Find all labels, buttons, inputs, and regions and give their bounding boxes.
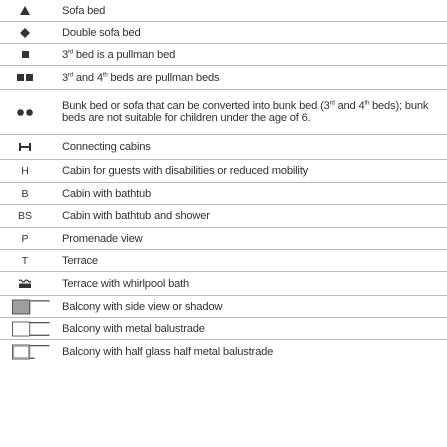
symbol-label: B [21, 187, 29, 200]
whirlpool-icon [0, 272, 50, 295]
legend-text: Balcony with half glass half metal balustrade [62, 346, 274, 358]
symbol-label: P [21, 232, 29, 245]
legend-row [0, 66, 447, 90]
legend-row [0, 90, 447, 135]
balcony-shadow-icon [0, 296, 50, 317]
symbol-label: T [21, 254, 29, 267]
legend-text: Terrace [62, 254, 98, 267]
double-square-icon [0, 66, 50, 89]
legend-text: Promenade view [62, 232, 143, 245]
legend-row [0, 0, 447, 22]
legend-row [0, 318, 447, 340]
balcony-glass-metal-icon [0, 340, 50, 364]
triangle-icon [0, 0, 50, 21]
legend-text: Double sofa bed [62, 26, 141, 39]
legend-row [0, 296, 447, 318]
legend-text: Connecting cabins [62, 141, 151, 153]
legend-text: Cabin with bathtub [62, 187, 152, 200]
legend-text: Cabin with bathtub and shower [62, 210, 210, 222]
legend-text: Balcony with metal balustrade [62, 322, 205, 335]
legend-text: Balcony with side view or shadow [62, 300, 223, 313]
legend-row [0, 44, 447, 66]
legend-row [0, 160, 447, 183]
legend-text: Sofa bed [62, 4, 106, 17]
legend-row [0, 340, 447, 364]
legend-row [0, 228, 447, 250]
legend-row [0, 250, 447, 272]
legend-row [0, 183, 447, 205]
connecting-cabins-icon [0, 135, 50, 159]
balcony-metal-icon [0, 318, 50, 339]
double-circle-icon [0, 90, 50, 134]
legend-row [0, 22, 447, 44]
square-icon [0, 44, 50, 65]
legend-row [0, 205, 447, 228]
legend-text: Bunk bed or sofa that can be converted into bunk bed (3rd and 4th beds); bunk beds are not suitable for children under the age of 6. [62, 100, 429, 124]
symbol-label: BS [17, 210, 32, 222]
legend-row [0, 135, 447, 160]
symbol-label: H [21, 165, 29, 177]
legend-row [0, 272, 447, 296]
legend-text: Cabin for guests with disabilities or reduced mobility [62, 165, 309, 177]
legend-text: 3rd and 4th beds are pullman beds [62, 71, 220, 84]
legend-text: Terrace with whirlpool bath [62, 277, 190, 290]
diamond-icon [0, 22, 50, 43]
legend-text: 3rd bed is a pullman bed [62, 48, 176, 61]
